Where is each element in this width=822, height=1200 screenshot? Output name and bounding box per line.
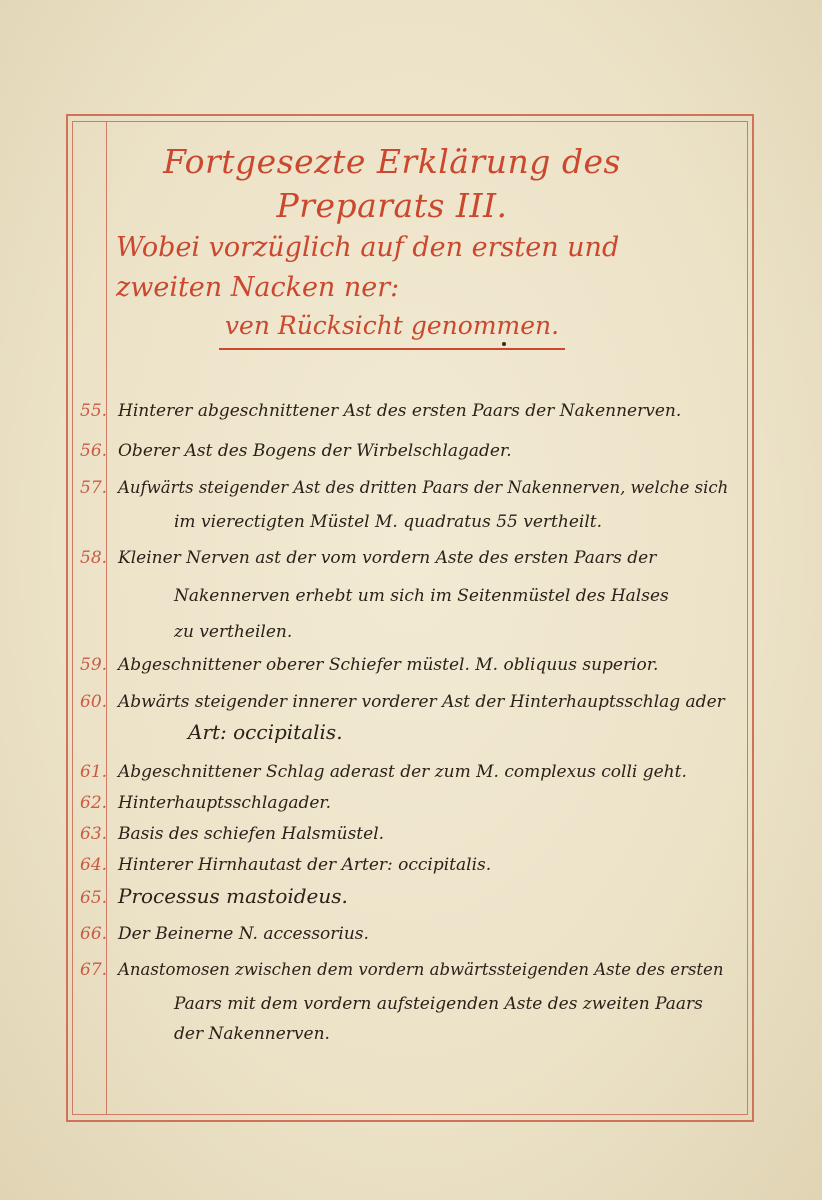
entry-number: 61. <box>80 762 108 782</box>
entry-text: Der Beinerne N. accessorius. <box>118 924 369 944</box>
entry-text: Processus mastoideus. <box>118 884 348 908</box>
entry-text-continued: zu vertheilen. <box>174 622 293 642</box>
entry-text-continued: im vierectigten Müstel M. quadratus 55 vertheilt. <box>174 512 602 532</box>
ink-dot <box>502 342 506 346</box>
entry-text: Aufwärts steigender Ast des dritten Paars der Nakennerven, welche sich <box>118 478 729 497</box>
entry-number: 64. <box>80 855 108 875</box>
entry-text: Anastomosen zwischen dem vordern abwärtssteigenden Aste des ersten <box>118 960 724 979</box>
entry-text: Abwärts steigender innerer vorderer Ast der Hinterhauptsschlag ader <box>118 692 725 712</box>
entry-number: 62. <box>80 793 108 813</box>
entry-text-continued: Art: occipitalis. <box>188 720 343 744</box>
entry-number: 57. <box>80 478 108 498</box>
entry-number: 66. <box>80 924 108 944</box>
entry-text: Abgeschnittener Schlag aderast der zum M. complexus colli geht. <box>118 762 687 782</box>
entry-number: 59. <box>80 655 108 675</box>
title-line-3: ven Rücksicht genommen. <box>219 308 565 350</box>
entry-number: 63. <box>80 824 108 844</box>
entry-number: 55. <box>80 401 108 421</box>
entry-text: Hinterer Hirnhautast der Arter: occipitalis. <box>118 855 492 875</box>
entry-number: 60. <box>80 692 108 712</box>
entry-text-continued: der Nakennerven. <box>174 1024 330 1044</box>
entry-text: Hinterhauptsschlagader. <box>118 793 332 813</box>
entry-text: Abgeschnittener oberer Schiefer müstel. M. obliquus superior. <box>118 655 659 675</box>
entry-number: 58. <box>80 548 108 568</box>
entry-number: 65. <box>80 888 108 908</box>
entry-number: 67. <box>80 960 108 980</box>
title-line-1: Fortgesezte Erklärung des Preparats III. <box>163 142 621 225</box>
entry-text: Oberer Ast des Bogens der Wirbelschlagader. <box>118 441 512 461</box>
entry-text: Kleiner Nerven ast der vom vordern Aste des ersten Paars der <box>118 548 657 568</box>
entry-text: Hinterer abgeschnittener Ast des ersten Paars der Nakennerven. <box>118 401 682 421</box>
page-title <box>112 140 672 350</box>
entry-text: Basis des schiefen Halsmüstel. <box>118 824 385 844</box>
entry-text-continued: Nakennerven erhebt um sich im Seitenmüstel des Halses <box>174 586 669 606</box>
entry-text-continued: Paars mit dem vordern aufsteigenden Aste des zweiten Paars <box>174 994 703 1014</box>
entry-number: 56. <box>80 441 108 461</box>
title-line-2: Wobei vorzüglich auf den ersten und zweiten Nacken ner: <box>116 232 620 303</box>
